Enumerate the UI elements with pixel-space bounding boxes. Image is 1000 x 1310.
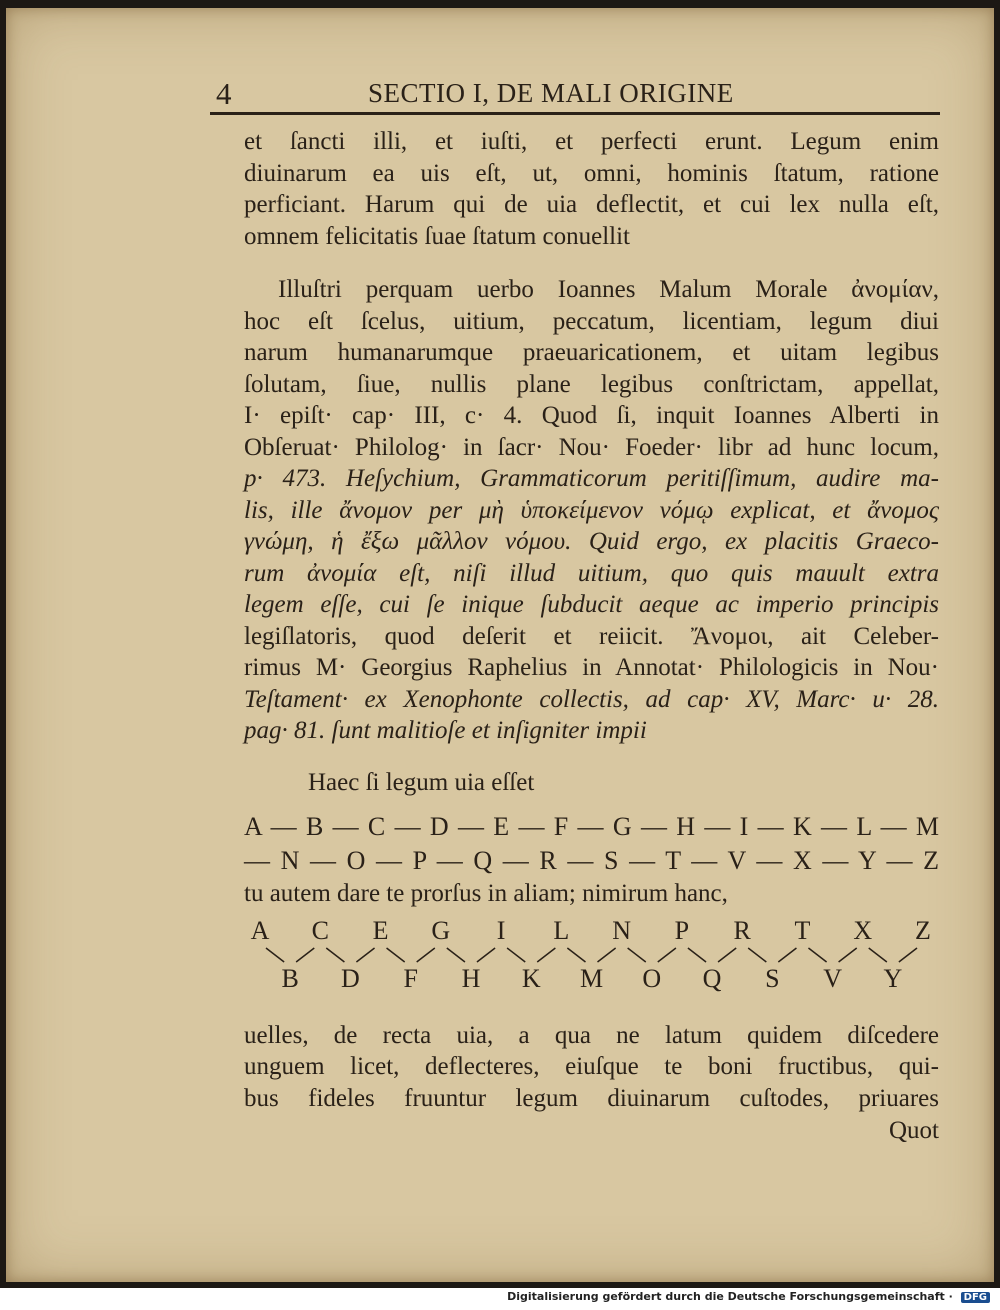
paragraph-3 <box>244 1020 939 1115</box>
zigzag-connector <box>296 948 314 962</box>
text-line: unguem licet, deflecteres, eiuſque te boni fructibus, qui- <box>244 1053 939 1080</box>
text-line: Obſeruat· Philolog· in ſacr· Nou· Foeder· libr ad hunc locum, <box>244 433 939 461</box>
zigzag-letter-top: T <box>794 915 811 945</box>
digitization-footer <box>0 1290 990 1310</box>
zigzag-connector <box>658 948 676 962</box>
zigzag-letter-top: R <box>733 915 751 945</box>
zigzag-connector <box>628 948 646 962</box>
zigzag-connector <box>326 948 344 962</box>
zigzag-connector <box>598 948 616 962</box>
text-line: hoc eſt ſcelus, uitium, peccatum, licentiam, legum diui <box>244 307 939 335</box>
text-line: omnem felicitatis ſuae ſtatum conuellit <box>244 222 630 250</box>
text-line: uelles, de recta uia, a qua ne latum quidem diſcedere <box>244 1021 939 1049</box>
page-number: 4 <box>216 76 232 111</box>
zigzag-letter-bottom: S <box>765 963 780 993</box>
alphabet-intro: Haec ſi legum uia eſſet <box>308 768 535 796</box>
text-line: ſolutam, ſiue, nullis plane legibus conſtrictam, appellat, <box>244 370 939 398</box>
paragraph-1 <box>244 126 939 252</box>
text-line: bus fideles fruuntur legum diuinarum cuſtodes, priuares <box>244 1084 939 1112</box>
zigzag-letter-top: L <box>553 915 570 945</box>
alphabet-row-1: A — B — C — D — E — F — G — H — I — K — L — M <box>244 812 939 841</box>
zigzag-letter-bottom: Q <box>702 963 722 993</box>
zigzag-letter-top: A <box>250 915 270 945</box>
zigzag-letter-bottom: B <box>281 963 299 993</box>
zigzag-connector <box>688 948 706 962</box>
zigzag-connector <box>778 948 796 962</box>
text-line: diuinarum ea uis eſt, ut, omni, hominis ſtatum, ratione <box>244 159 939 187</box>
zigzag-top-row <box>244 916 939 946</box>
zigzag-letter-top: E <box>372 915 389 945</box>
zigzag-letter-bottom: V <box>823 963 842 993</box>
zigzag-connector <box>266 948 284 962</box>
zigzag-bottom-row <box>244 964 939 998</box>
zigzag-letter-top: C <box>311 915 329 945</box>
zigzag-connector <box>567 948 585 962</box>
zigzag-connector <box>899 948 917 962</box>
zigzag-letter-bottom: D <box>341 963 360 993</box>
page-header <box>210 72 940 112</box>
zigzag-connector <box>718 948 736 962</box>
zigzag-letter-bottom: K <box>521 963 541 993</box>
paragraph-2 <box>244 274 939 747</box>
zigzag-letter-top: I <box>496 915 506 945</box>
zigzag-connector <box>748 948 766 962</box>
zigzag-connectors <box>244 946 939 964</box>
dfg-logo: DFG <box>961 1292 990 1303</box>
text-line: Teſtament· ex Xenophonte collectis, ad cap· XV, Marc· u· 28. <box>244 685 939 713</box>
alphabet-row-2: — N — O — P — Q — R — S — T — V — X — Y — Z <box>244 846 939 875</box>
zigzag-connector <box>839 948 857 962</box>
zigzag-connector <box>447 948 465 962</box>
zigzag-letter-bottom: M <box>579 963 604 993</box>
zigzag-connector <box>869 948 887 962</box>
transition-line: tu autem dare te prorſus in aliam; nimirum hanc, <box>244 880 728 907</box>
zigzag-connector <box>537 948 555 962</box>
zigzag-letter-bottom: Y <box>883 963 903 993</box>
zigzag-letter-bottom: F <box>403 963 418 993</box>
zigzag-letter-top: Z <box>915 915 931 945</box>
zigzag-connector <box>387 948 405 962</box>
text-line: rimus M· Georgius Raphelius in Annotat· Philologicis in Nou· <box>244 654 939 681</box>
catchword: Quot <box>889 1117 939 1144</box>
text-line: Illuſtri perquam uerbo Ioannes Malum Morale ἀνομίαν, <box>278 276 939 303</box>
page-body <box>244 126 939 1148</box>
running-title: SECTIO I, DE MALI ORIGINE <box>368 78 734 108</box>
zigzag-letter-top: G <box>431 915 451 945</box>
text-line: legem eſſe, cui ſe inique ſubducit aeque ac imperio principis <box>244 591 939 618</box>
zigzag-letter-top: P <box>674 915 690 945</box>
zigzag-connector <box>417 948 435 962</box>
text-line: perficiant. Harum qui de uia deflectit, et cui lex nulla eſt, <box>244 191 939 218</box>
zigzag-lines <box>244 946 939 964</box>
text-line: γνώμη, ἡ ἔξω μᾶλλον νόμου. Quid ergo, ex placitis Graeco- <box>244 528 939 555</box>
header-rule <box>210 112 940 115</box>
text-line: I· epiſt· cap· III, c· 4. Quod ſi, inquit Ioannes Alberti in <box>244 402 939 429</box>
zigzag-connector <box>808 948 826 962</box>
text-line: et ſancti illi, et iuſti, et perfecti erunt. Legum enim <box>244 128 939 155</box>
zigzag-letter-bottom: O <box>642 963 662 993</box>
text-line: legiſlatoris, quod deſerit et reiicit. Ἄνομοι, ait Celeber- <box>244 622 939 650</box>
zigzag-connector <box>477 948 495 962</box>
text-line: rum ἀνομία eſt, niſi illud uitium, quo quis mauult extra <box>244 559 939 587</box>
text-line: pag· 81. ſunt malitioſe et inſigniter impii <box>244 717 647 744</box>
zigzag-connector <box>507 948 525 962</box>
zigzag-connector <box>356 948 374 962</box>
footer-text: Digitalisierung gefördert durch die Deutsche Forschungsgemeinschaft <box>507 1290 945 1303</box>
book-page <box>6 8 994 1282</box>
footer-separator: · <box>948 1290 953 1303</box>
text-line: lis, ille ἄνομον per μὴ ὑποκείμενον νόμῳ explicat, et ἄνομος <box>244 496 939 524</box>
zigzag-letter-top: X <box>853 915 873 945</box>
zigzag-letter-bottom: H <box>461 963 481 993</box>
text-line: p· 473. Heſychium, Grammaticorum peritiſſimum, audire ma- <box>244 465 939 492</box>
zigzag-letter-top: N <box>612 915 632 945</box>
text-line: narum humanarumque praeuaricationem, et uitam legibus <box>244 339 939 366</box>
